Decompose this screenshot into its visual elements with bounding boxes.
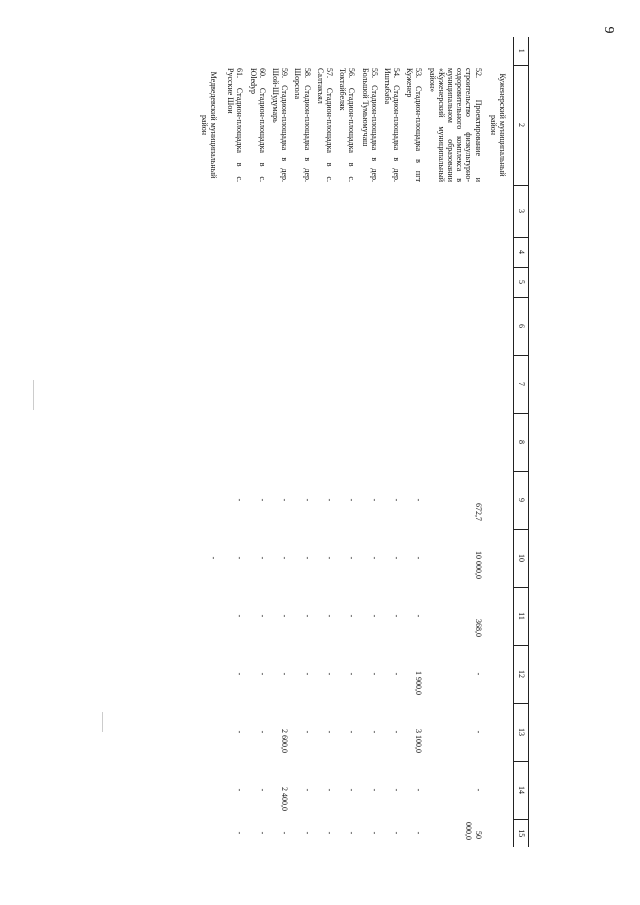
cell-value	[196, 471, 224, 529]
cell-value	[485, 761, 514, 819]
cell-value: -	[257, 498, 267, 502]
table-row	[336, 37, 358, 847]
cell-value	[196, 413, 224, 471]
cell-value	[314, 237, 336, 267]
cell-value	[247, 413, 269, 471]
cell-value	[196, 587, 224, 645]
cell-value: -	[257, 788, 267, 792]
cell-value	[269, 413, 291, 471]
cell-value: -	[325, 614, 334, 618]
cell-value	[336, 237, 358, 267]
cell-value	[314, 185, 336, 237]
cell-value: -	[392, 831, 402, 835]
cell-value	[358, 237, 380, 267]
table-row	[358, 37, 380, 847]
cell-value	[485, 237, 514, 267]
cell-value: -	[257, 672, 267, 676]
cell-value	[247, 237, 269, 267]
cell-value	[291, 267, 313, 297]
column-number-11: 11	[514, 587, 529, 645]
cell-value	[358, 413, 380, 471]
cell-value: -	[280, 831, 290, 835]
cell-value	[196, 703, 224, 761]
object-name: 57. Стадион-площадка в с. Салтакъял	[315, 68, 334, 182]
object-name: 60. Стадион-площадка в с. Юledур	[248, 68, 267, 182]
cell-value: -	[414, 831, 424, 835]
column-number-7: 7	[514, 355, 529, 413]
cell-value: -	[369, 672, 379, 676]
table-row	[426, 37, 485, 847]
cell-value: -	[347, 672, 357, 676]
cell-empty	[291, 37, 313, 65]
cell-value	[336, 413, 358, 471]
cell-empty	[358, 37, 380, 65]
table-body	[196, 37, 514, 847]
cell-value	[196, 819, 224, 847]
cell-empty	[269, 37, 291, 65]
cell-value	[358, 297, 380, 355]
cell-value	[381, 413, 403, 471]
cell-value: -	[369, 788, 379, 792]
group-title: Куженерский муниципальный район	[488, 73, 507, 177]
cell-value: -	[347, 831, 357, 835]
cell-value	[485, 587, 514, 645]
cell-value	[403, 267, 425, 297]
cell-value: -	[235, 556, 245, 560]
cell-value	[291, 185, 313, 237]
cell-value	[485, 267, 514, 297]
table-row	[247, 37, 269, 847]
scan-artifact	[102, 712, 103, 732]
cell-value	[247, 267, 269, 297]
table-row	[269, 37, 291, 847]
cell-value	[381, 185, 403, 237]
cell-value: 368,0	[473, 619, 483, 637]
cell-value	[291, 237, 313, 267]
cell-value	[224, 413, 246, 471]
column-number-4: 4	[514, 237, 529, 267]
cell-value	[224, 185, 246, 237]
table-row	[403, 37, 425, 847]
column-number-8: 8	[514, 413, 529, 471]
object-name: 54. Стадион-площадка в дер. Иштыбаба	[382, 68, 402, 182]
cell-value: -	[347, 556, 357, 560]
cell-value: 50 000,0	[464, 822, 483, 840]
cell-value: -	[302, 556, 312, 560]
cell-value	[485, 703, 514, 761]
cell-value: -	[369, 556, 379, 560]
cell-value: -	[302, 730, 312, 734]
cell-value	[358, 185, 380, 237]
cell-value	[485, 819, 514, 847]
cell-empty	[426, 37, 485, 65]
cell-value	[291, 297, 313, 355]
cell-value	[247, 185, 269, 237]
cell-value	[224, 297, 246, 355]
budget-table	[196, 37, 529, 847]
cell-value: -	[235, 730, 245, 734]
table-row	[224, 37, 246, 847]
cell-value	[269, 237, 291, 267]
cell-value: 1 900,0	[414, 671, 424, 695]
object-name: 52. Проектирование и строительство физкультурно-оздоровительного комплекса в муниципальном образовании «Куженерский муниципальный район»	[427, 68, 483, 182]
cell-value	[381, 297, 403, 355]
cell-value	[485, 471, 514, 529]
cell-value	[224, 355, 246, 413]
cell-value	[196, 237, 224, 267]
cell-value: -	[257, 556, 267, 560]
column-number-row	[514, 37, 529, 847]
cell-value: -	[325, 788, 334, 792]
cell-value: -	[302, 498, 312, 502]
cell-value: 2 600,0	[280, 729, 290, 753]
cell-value: -	[235, 498, 245, 502]
cell-value: -	[280, 614, 290, 618]
column-number-12: 12	[514, 645, 529, 703]
cell-value	[426, 297, 485, 355]
cell-value	[485, 645, 514, 703]
cell-value	[485, 185, 514, 237]
cell-value	[336, 185, 358, 237]
cell-value	[381, 267, 403, 297]
cell-value: -	[369, 614, 379, 618]
cell-value	[196, 355, 224, 413]
cell-value	[485, 297, 514, 355]
column-number-1: 1	[514, 37, 529, 65]
cell-value	[403, 355, 425, 413]
cell-value	[358, 355, 380, 413]
cell-value: -	[280, 498, 290, 502]
cell-value	[314, 267, 336, 297]
column-number-2: 2	[514, 65, 529, 185]
cell-value: -	[392, 498, 402, 502]
cell-value	[426, 355, 485, 413]
cell-value	[381, 355, 403, 413]
cell-value	[196, 185, 224, 237]
cell-value: -	[414, 788, 424, 792]
cell-value: -	[302, 788, 312, 792]
cell-value: 10 000,0	[473, 551, 483, 579]
cell-value: -	[392, 788, 402, 792]
cell-value	[485, 529, 514, 587]
cell-value	[269, 355, 291, 413]
object-name: 55. Стадион-площадка в дер. Большой Тумьюмучаш	[360, 68, 379, 182]
cell-value: -	[347, 788, 357, 792]
column-number-6: 6	[514, 297, 529, 355]
cell-value	[291, 355, 313, 413]
table-row	[291, 37, 313, 847]
cell-value: -	[325, 831, 334, 835]
cell-value	[403, 297, 425, 355]
column-number-9: 9	[514, 471, 529, 529]
cell-value	[196, 761, 224, 819]
cell-value	[291, 413, 313, 471]
cell-value: -	[414, 498, 424, 502]
cell-value	[358, 267, 380, 297]
cell-value	[269, 297, 291, 355]
cell-value: -	[392, 730, 402, 734]
cell-value	[247, 297, 269, 355]
cell-value	[224, 237, 246, 267]
cell-empty	[381, 37, 403, 65]
cell-empty	[485, 37, 514, 65]
cell-empty	[196, 37, 224, 65]
cell-value: -	[235, 831, 245, 835]
cell-value: -	[473, 788, 483, 792]
cell-value	[314, 297, 336, 355]
cell-value	[314, 413, 336, 471]
cell-value	[485, 355, 514, 413]
object-name: 59. Стадион-площадка в дер. Шой-Шудумарь	[271, 68, 290, 182]
cell-value	[314, 355, 336, 413]
cell-empty	[403, 37, 425, 65]
cell-value: -	[473, 672, 483, 676]
cell-empty	[247, 37, 269, 65]
cell-value	[336, 355, 358, 413]
cell-value: 3 100,0	[414, 729, 424, 753]
cell-value	[196, 267, 224, 297]
object-name: 61. Стадион-площадка в с. Русские Шои	[226, 68, 245, 182]
cell-value: -	[302, 831, 312, 835]
cell-value: -	[257, 831, 267, 835]
cell-value	[403, 237, 425, 267]
page-number: 9	[601, 26, 616, 34]
table-row	[381, 37, 403, 847]
cell-value: -	[235, 788, 245, 792]
group-title: Медведевский муниципальный район	[199, 71, 219, 179]
cell-empty	[224, 37, 246, 65]
cell-value: -	[325, 730, 334, 734]
scan-artifact	[33, 380, 34, 410]
cell-value: -	[257, 614, 267, 618]
cell-value	[426, 413, 485, 471]
cell-value	[426, 237, 485, 267]
cell-value: -	[235, 614, 245, 618]
cell-value	[426, 185, 485, 237]
object-name: 56. Стадион-площадка в с. Токтайбеляк	[338, 68, 357, 182]
column-number-15: 15	[514, 819, 529, 847]
cell-value: -	[392, 614, 402, 618]
table-row	[314, 37, 336, 847]
cell-value	[336, 297, 358, 355]
cell-value	[224, 267, 246, 297]
cell-value: -	[414, 556, 424, 560]
column-number-13: 13	[514, 703, 529, 761]
cell-value: 672,7	[473, 503, 483, 521]
cell-value: -	[473, 730, 483, 734]
cell-value	[426, 267, 485, 297]
object-name: 58. Стадион-площадка в дер. Шорсола	[293, 68, 312, 182]
group-row	[485, 37, 514, 847]
cell-value	[485, 413, 514, 471]
cell-value: -	[280, 672, 290, 676]
cell-value	[269, 267, 291, 297]
cell-value	[381, 237, 403, 267]
cell-value: -	[347, 730, 357, 734]
cell-value: -	[325, 498, 334, 502]
group-row	[196, 37, 224, 847]
cell-value: -	[302, 672, 312, 676]
column-number-10: 10	[514, 529, 529, 587]
cell-value	[403, 413, 425, 471]
cell-value: -	[325, 556, 334, 560]
cell-value: -	[414, 614, 424, 618]
cell-value: -	[392, 672, 402, 676]
cell-value: -	[347, 614, 357, 618]
cell-value	[269, 185, 291, 237]
column-number-5: 5	[514, 267, 529, 297]
cell-value: -	[257, 730, 267, 734]
cell-empty	[314, 37, 336, 65]
column-number-3: 3	[514, 185, 529, 237]
cell-value: -	[280, 556, 290, 560]
cell-value: 2 400,0	[280, 787, 290, 811]
column-number-14: 14	[514, 761, 529, 819]
cell-value: -	[347, 498, 357, 502]
cell-value	[336, 267, 358, 297]
cell-value	[247, 355, 269, 413]
cell-value: -	[392, 556, 402, 560]
cell-value: -	[369, 831, 379, 835]
cell-value: -	[369, 498, 379, 502]
cell-value: -	[369, 730, 379, 734]
cell-value	[403, 185, 425, 237]
cell-value	[196, 297, 224, 355]
cell-empty	[336, 37, 358, 65]
cell-value	[196, 645, 224, 703]
rotated-table-container	[113, 37, 529, 845]
cell-value: -	[325, 672, 334, 676]
cell-value: -	[235, 672, 245, 676]
cell-value: -	[209, 556, 219, 560]
cell-value: -	[302, 614, 312, 618]
object-name: 53. Стадион-площадка в пгт Куженер	[405, 68, 424, 182]
